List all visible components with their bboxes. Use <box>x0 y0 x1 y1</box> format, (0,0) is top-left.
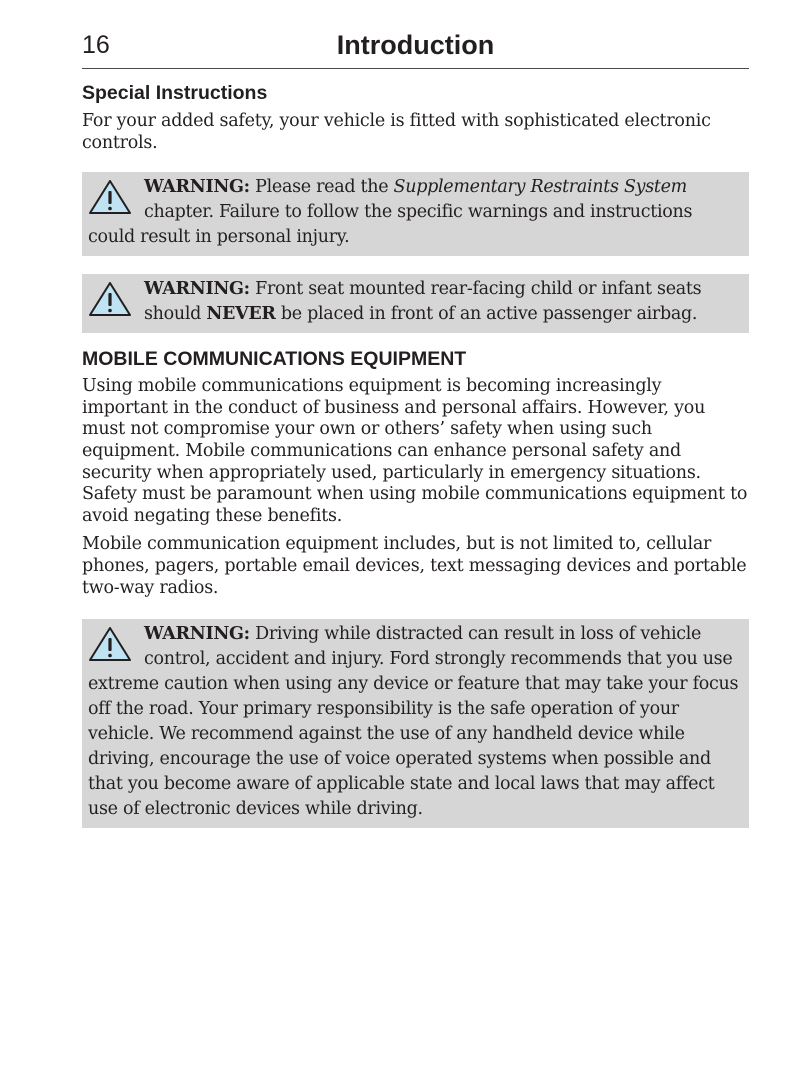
mobile-communications-paragraph-1: Using mobile communications equipment is becoming increasingly important in the conduct of business and personal affairs. However, you must not compromise your own or others’ safety when using such equipment. Mobile communications can enhance personal safety and security when appropriately used, particularly in emergency situations. Safety must be paramount when using mobile communications equipment to avoid negating these benefits. <box>82 376 748 526</box>
warning-emphasis-never: NEVER <box>206 304 276 325</box>
warning-box-distracted-driving <box>82 619 749 828</box>
warning-label: WARNING: <box>144 624 250 645</box>
warning-box-restraints <box>82 172 749 256</box>
warning-text <box>88 277 743 327</box>
manual-page <box>82 0 749 828</box>
mobile-communications-paragraph-2: Mobile communication equipment includes, but is not limited to, cellular phones, pagers, portable email devices, text messaging devices and portable two-way radios. <box>82 534 747 598</box>
page-number: 16 <box>82 31 110 59</box>
warning-text-after: chapter. Failure to follow the specific warnings and instructions could result in personal injury. <box>88 202 693 248</box>
warning-triangle-icon <box>88 626 132 662</box>
warning-text-after: be placed in front of an active passenger airbag. <box>280 304 698 325</box>
warning-text-before: Please read the <box>255 177 389 198</box>
special-instructions-paragraph: For your added safety, your vehicle is fitted with sophisticated electronic controls. <box>82 111 711 153</box>
warning-text <box>88 175 743 250</box>
page-title: Introduction <box>336 30 495 60</box>
warning-box-child-seats <box>82 274 749 333</box>
warning-text <box>88 622 743 822</box>
warning-triangle-icon <box>88 179 132 215</box>
warning-chapter-reference: Supplementary Restraints System <box>393 177 687 198</box>
page-header <box>82 0 749 69</box>
section-heading-mobile-communications: MOBILE COMMUNICATIONS EQUIPMENT <box>82 348 467 371</box>
section-heading-special-instructions: Special Instructions <box>82 82 268 104</box>
warning-triangle-icon <box>88 281 132 317</box>
warning-body: Driving while distracted can result in loss of vehicle control, accident and injury. Ford strongly recommends that you use extreme caution when using any device or feature that may take your focus off the road. Your primary responsibility is the safe operation of your vehicle. We recommend against the use of any handheld device while driving, encourage the use of voice operated systems when possible and that you become aware of applicable state and local laws that may affect use of electronic devices while driving. <box>88 624 739 820</box>
warning-text-before: Front seat mounted rear-facing child or infant seats should <box>144 279 702 325</box>
warning-label: WARNING: <box>144 177 250 198</box>
warning-label: WARNING: <box>144 279 250 300</box>
